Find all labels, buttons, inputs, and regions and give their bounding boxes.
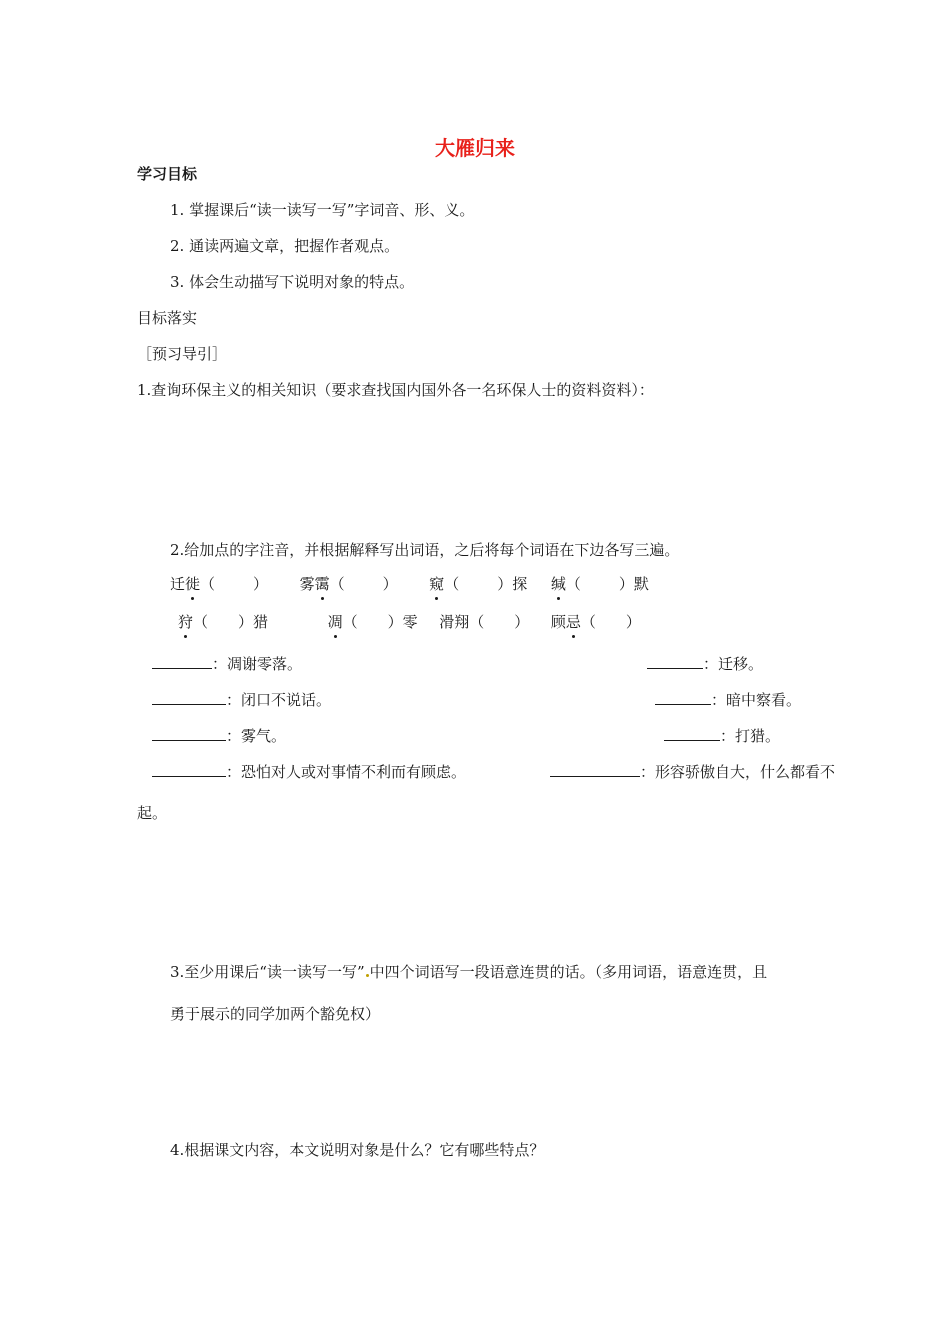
dotted-char: 窥 (429, 575, 445, 593)
dotted-char: 忌 (565, 613, 581, 631)
dotted-char: 缄 (550, 575, 566, 593)
definition-item: ：恐怕对人或对事情不利而有顾虑。 (152, 762, 466, 782)
preview-label: ［预习导引］ (137, 345, 228, 363)
objectives-heading: 学习目标 (137, 165, 198, 183)
answer-blank[interactable] (655, 690, 711, 705)
word-char: 迁 (170, 575, 186, 593)
definition-item: ：暗中察看。 (655, 690, 801, 710)
objective-item: 2. 通读两遍文章，把握作者观点。 (170, 237, 400, 255)
answer-blank[interactable] (152, 654, 212, 669)
answer-blank[interactable] (152, 690, 226, 705)
dotted-char: 霭 (314, 575, 330, 593)
question-2-prompt: 2.给加点的字注音，并根据解释写出词语，之后将每个词语在下边各写三遍。 (170, 541, 680, 559)
objective-item: 3. 体会生动描写下说明对象的特点。 (170, 273, 415, 291)
question-3-line-2: 勇于展示的同学加两个豁免权） (170, 1005, 381, 1023)
mark-dot (366, 974, 369, 977)
dotted-char: 凋 (327, 613, 343, 631)
answer-blank[interactable] (647, 654, 703, 669)
answer-blank[interactable] (152, 762, 226, 777)
word-char: 滑翔 (439, 613, 470, 631)
definition-item: ：凋谢零落。 (152, 654, 302, 674)
definition-item: ：雾气。 (152, 726, 286, 746)
page-title: 大雁归来 (435, 136, 515, 160)
definition-item: ：形容骄傲自大，什么都看不 (550, 762, 835, 782)
question-4: 4.根据课文内容，本文说明对象是什么？它有哪些特点？ (170, 1141, 545, 1159)
definition-item: ：迁移。 (647, 654, 763, 674)
answer-blank[interactable] (664, 726, 720, 741)
definition-item: ：打猎。 (664, 726, 780, 746)
dotted-char: 狩 (178, 613, 194, 631)
word-char: 顾 (550, 613, 566, 631)
question-3-line-1: 3.至少用课后“读一读写一写” 中四个词语写一段语意连贯的话。（多用词语，语意连贯，且 (170, 963, 768, 981)
pinyin-row-2: 狩（ ）猎 凋（ ）零 滑翔（ ） 顾忌（ ） (178, 613, 641, 631)
section-label: 目标落实 (137, 309, 198, 327)
pinyin-row-1: 迁徙（ ） 雾霭（ ） 窥（ ）探 缄（ ）默 (170, 575, 649, 593)
dotted-char: 徙 (185, 575, 201, 593)
definition-wrap: 起。 (137, 804, 168, 822)
word-char: 雾 (299, 575, 315, 593)
definition-item: ：闭口不说话。 (152, 690, 331, 710)
answer-blank[interactable] (152, 726, 226, 741)
question-1: 1.查询环保主义的相关知识（要求查找国内国外各一名环保人士的资料资料）： (137, 381, 654, 399)
objective-item: 1. 掌握课后“读一读写一写”字词音、形、义。 (170, 201, 475, 219)
answer-blank[interactable] (550, 762, 640, 777)
